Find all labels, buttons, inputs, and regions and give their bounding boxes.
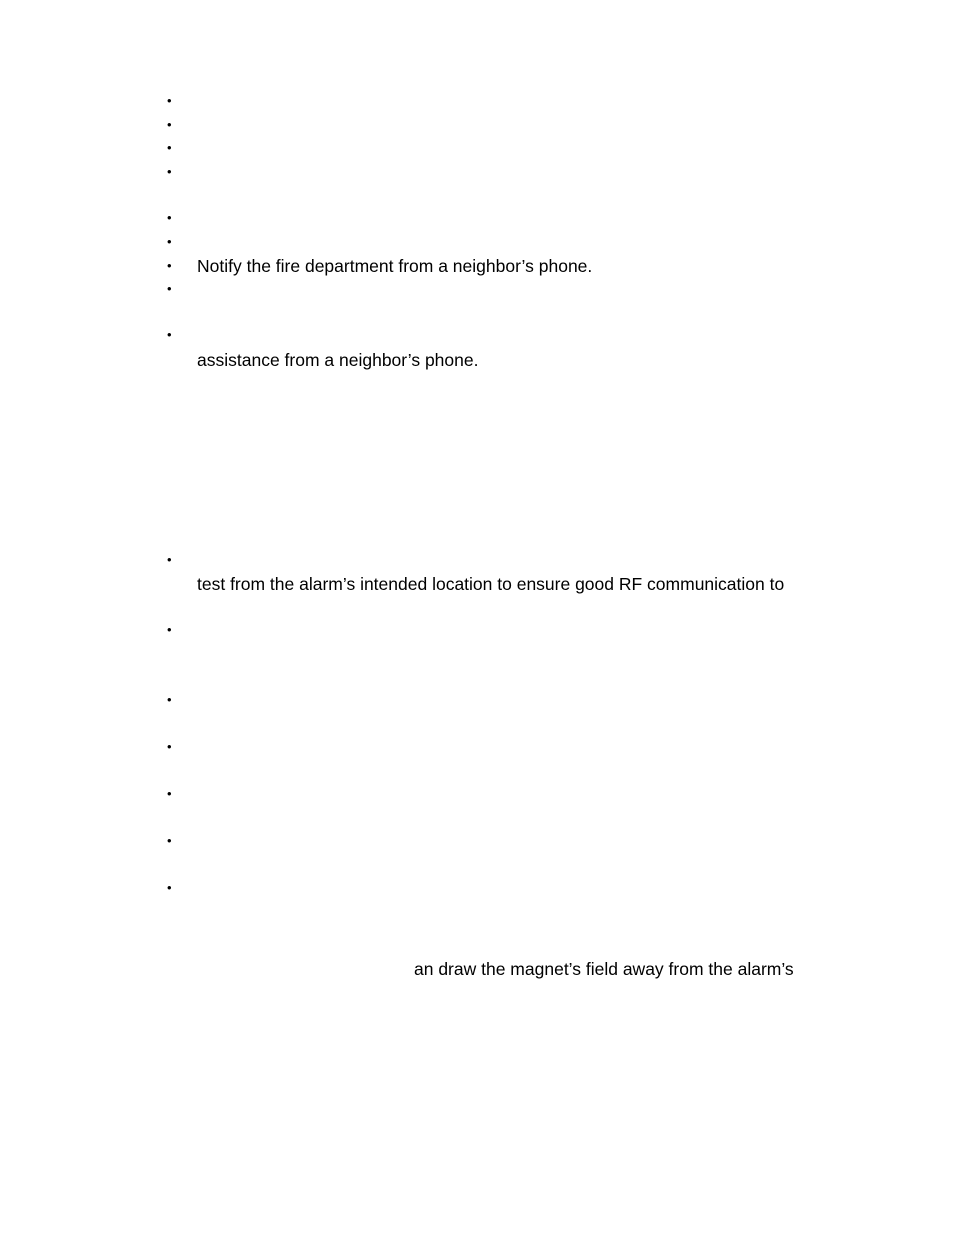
list-bullet: • — [167, 258, 172, 273]
list-bullet: • — [167, 833, 172, 848]
list-bullet: • — [167, 692, 172, 707]
list-bullet: • — [167, 786, 172, 801]
list-bullet: • — [167, 622, 172, 637]
list-bullet: • — [167, 281, 172, 296]
list-bullet: • — [167, 327, 172, 342]
paragraph-text: an draw the magnet’s field away from the alarm’s — [414, 959, 794, 979]
list-item-text: test from the alarm’s intended location to ensure good RF communication to — [197, 574, 785, 594]
list-bullet: • — [167, 739, 172, 754]
list-item-text: Notify the fire department from a neighbor’s phone. — [197, 256, 593, 276]
list-bullet: • — [167, 880, 172, 895]
list-bullet: • — [167, 164, 172, 179]
list-item-text: assistance from a neighbor’s phone. — [197, 350, 479, 370]
list-bullet: • — [167, 140, 172, 155]
list-bullet: • — [167, 210, 172, 225]
list-bullet: • — [167, 93, 172, 108]
list-bullet: • — [167, 552, 172, 567]
list-bullet: • — [167, 234, 172, 249]
list-bullet: • — [167, 117, 172, 132]
